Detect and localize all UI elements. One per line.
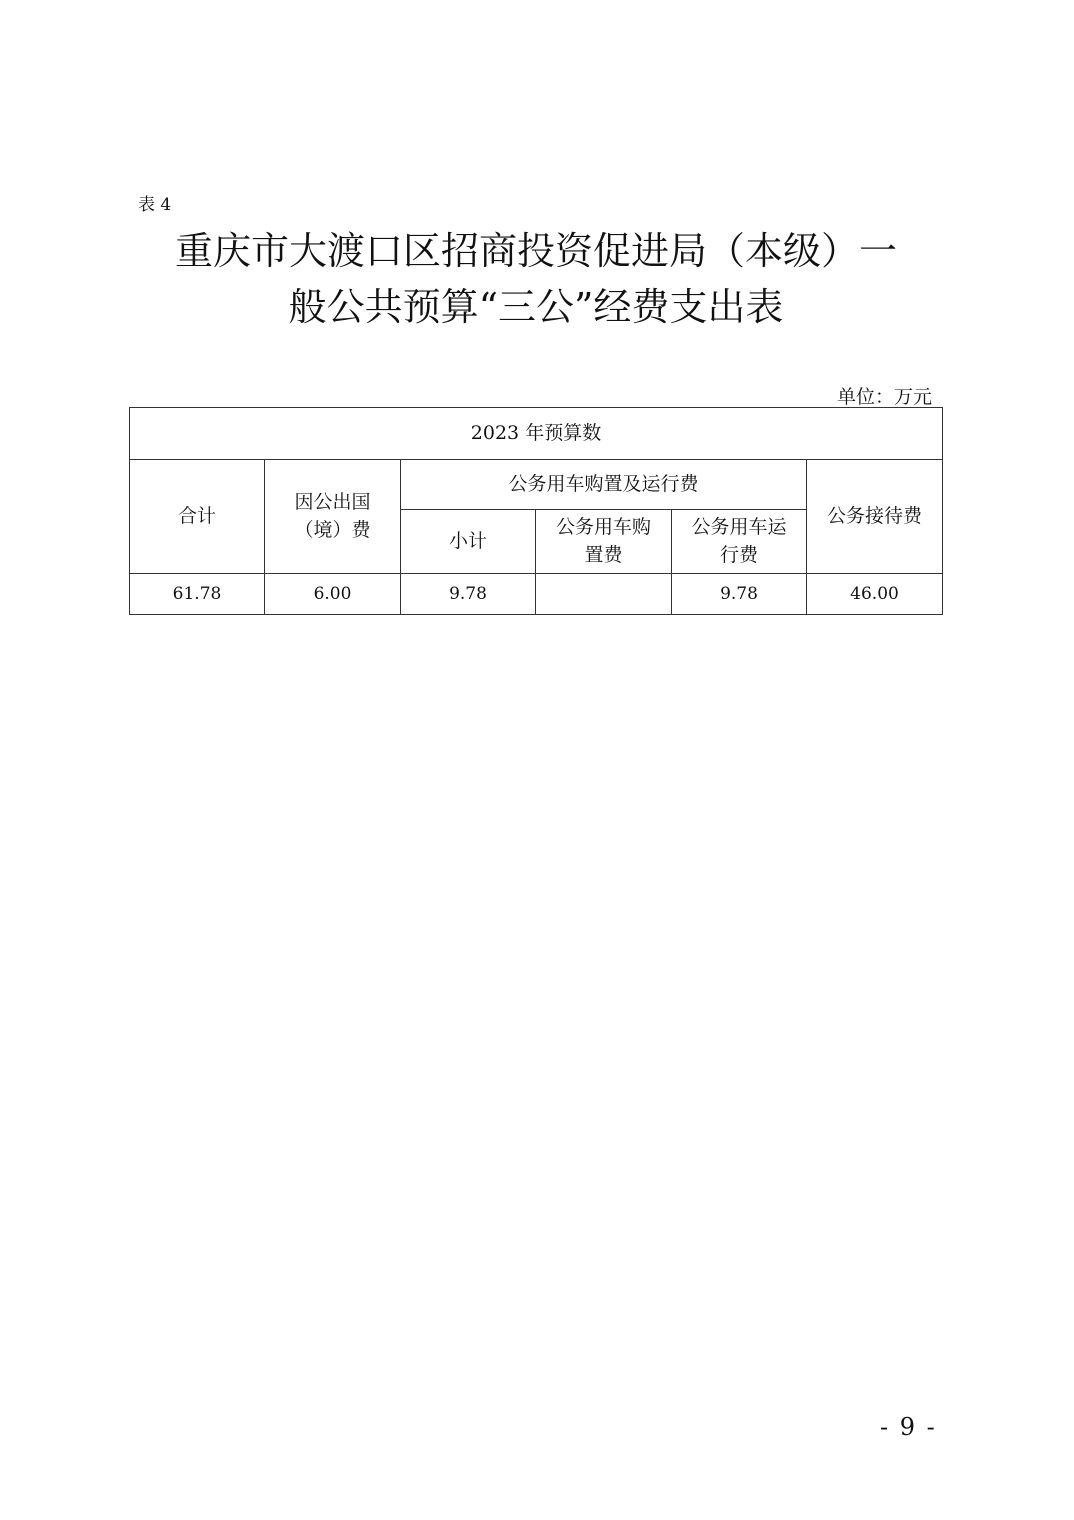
value-total: 61.78 (130, 574, 265, 615)
header-vehicle-purchase-line2: 置费 (584, 543, 623, 566)
value-subtotal: 9.78 (401, 574, 536, 615)
table-row-year (130, 408, 943, 460)
value-reception: 46.00 (807, 574, 943, 615)
header-vehicle-purchase-line1: 公务用车购 (555, 515, 651, 538)
value-vehicle-purchase (536, 574, 672, 615)
header-vehicle-operation-line2: 行费 (719, 543, 758, 566)
header-vehicle-operation (672, 510, 807, 574)
document-title-line-1: 重庆市大渡口区招商投资促进局（本级）一 (174, 229, 897, 273)
header-vehicle-group: 公务用车购置及运行费 (401, 460, 807, 510)
table-label: 表 4 (138, 195, 172, 215)
document-title-line-2: 般公共预算“三公”经费支出表 (288, 285, 784, 329)
page-number: - 9 - (880, 1413, 937, 1441)
header-abroad-line2: （境）费 (294, 518, 371, 541)
table-row-header-1 (130, 460, 943, 510)
value-abroad: 6.00 (265, 574, 401, 615)
header-subtotal: 小计 (401, 510, 536, 574)
header-abroad-line1: 因公出国 (294, 490, 371, 513)
header-vehicle-operation-line1: 公务用车运 (691, 515, 787, 538)
unit-label: 单位：万元 (836, 386, 932, 408)
header-abroad (265, 460, 401, 574)
three-public-expenses-table (129, 407, 943, 615)
header-reception: 公务接待费 (807, 460, 943, 574)
year-header-cell: 2023 年预算数 (130, 408, 943, 460)
header-total: 合计 (130, 460, 265, 574)
value-vehicle-operation: 9.78 (672, 574, 807, 615)
table-row-data (130, 574, 943, 615)
header-vehicle-purchase (536, 510, 672, 574)
